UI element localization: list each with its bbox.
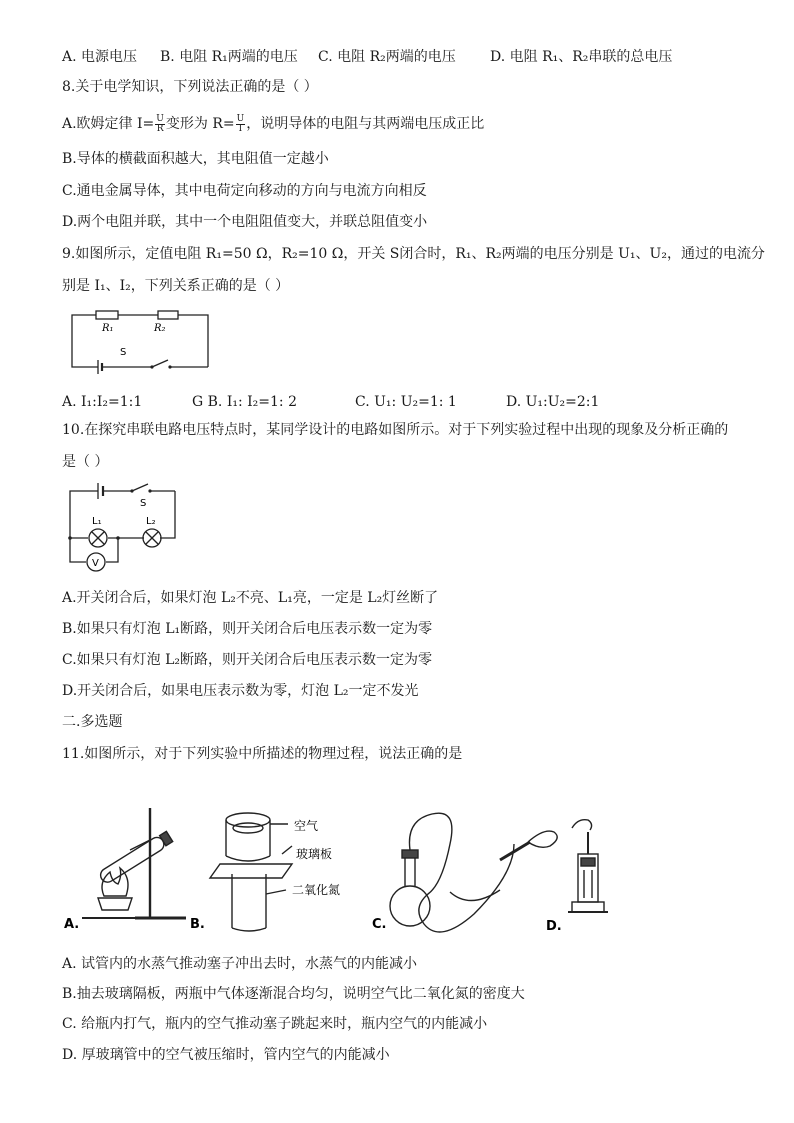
fig-label-c: C. bbox=[372, 917, 387, 932]
q8-option-d: D.两个电阻并联，其中一个电阻阻值变大，并联总阻值变小 bbox=[62, 214, 428, 230]
fig-label-a: A. bbox=[64, 917, 80, 932]
q11-option-a: A. 试管内的水蒸气推动塞子冲出去时，水蒸气的内能减小 bbox=[62, 956, 418, 972]
q11-option-d: D. 厚玻璃管中的空气被压缩时，管内空气的内能减小 bbox=[62, 1047, 390, 1063]
section-heading: 二.多选题 bbox=[62, 714, 123, 730]
q9-circuit-diagram bbox=[60, 305, 220, 385]
q11-experiment-figures bbox=[60, 798, 620, 940]
fig-b-glass-label: 玻璃板 bbox=[296, 847, 333, 861]
l1-label: L₁ bbox=[92, 516, 102, 527]
fig-c-flask-pump bbox=[390, 813, 557, 932]
q10-option-b: B.如果只有灯泡 L₁断路，则开关闭合后电压表示数一定为零 bbox=[62, 621, 433, 637]
resistor-r2 bbox=[158, 311, 178, 319]
r1-label: R₁ bbox=[102, 323, 114, 334]
switch-label: S bbox=[120, 347, 127, 358]
q7-option-b: B. 电阻 R₁两端的电压 bbox=[160, 49, 298, 65]
q7-option-c: C. 电阻 R₂两端的电压 bbox=[318, 49, 456, 65]
fig-a-test-tube-apparatus bbox=[82, 808, 186, 918]
q10-option-a: A.开关闭合后，如果灯泡 L₂不亮、L₁亮，一定是 L₂灯丝断了 bbox=[62, 590, 439, 606]
ohm-fraction-1: $\frac{U}{R}$ bbox=[156, 113, 164, 134]
q8-a-post: ，说明导体的电阻与其两端电压成正比 bbox=[246, 116, 485, 132]
q9-option-d: D. U₁:U₂=2:1 bbox=[506, 394, 600, 410]
q8-stem: 8.关于电学知识，下列说法正确的是（ ） bbox=[62, 79, 318, 95]
q8-a-mid: 变形为 R= bbox=[165, 116, 235, 132]
q10-circuit-diagram bbox=[60, 478, 190, 578]
q9-option-c: C. U₁: U₂=1: 1 bbox=[355, 394, 457, 410]
q10-stem-line1: 10.在探究串联电路电压特点时，某同学设计的电路如图所示。对于下列实验过程中出现的现象及分析正确的 bbox=[62, 422, 729, 438]
resistor-r1 bbox=[96, 311, 118, 319]
q11-option-c: C. 给瓶内打气，瓶内的空气推动塞子跳起来时，瓶内空气的内能减小 bbox=[62, 1016, 488, 1032]
q10-switch-label: S bbox=[140, 498, 147, 509]
q8-option-c: C.通电金属导体，其中电荷定向移动的方向与电流方向相反 bbox=[62, 183, 427, 199]
fig-b-air-label: 空气 bbox=[294, 819, 319, 833]
ohm-fraction-2: $\frac{U}{I}$ bbox=[236, 113, 245, 134]
fig-label-b: B. bbox=[190, 917, 205, 932]
q9-option-b: G B. I₁: I₂=1: 2 bbox=[192, 394, 297, 410]
q10-option-c: C.如果只有灯泡 L₂断路，则开关闭合后电压表示数一定为零 bbox=[62, 652, 433, 668]
q9-stem-line2: 别是 I₁、I₂，下列关系正确的是（ ） bbox=[62, 278, 290, 294]
q8-option-b: B.导体的横截面积越大，其电阻值一定越小 bbox=[62, 151, 329, 167]
q10-option-d: D.开关闭合后，如果电压表示数为零，灯泡 L₂一定不发光 bbox=[62, 683, 419, 699]
q7-option-d: D. 电阻 R₁、R₂串联的总电压 bbox=[490, 49, 673, 65]
fig-d-compression-tube bbox=[568, 820, 608, 912]
q9-stem-line1: 9.如图所示，定值电阻 R₁=50 Ω，R₂=10 Ω，开关 S闭合时，R₁、R₂两端的电压分别是 U₁、U₂，通过的电流分 bbox=[62, 246, 765, 262]
fig-b-gas-diffusion bbox=[210, 813, 292, 931]
fig-label-d: D. bbox=[546, 919, 562, 934]
q8-a-pre: A.欧姆定律 I= bbox=[62, 116, 155, 132]
q7-option-a: A. 电源电压 bbox=[62, 49, 138, 65]
l2-label: L₂ bbox=[146, 516, 156, 527]
q11-stem: 11.如图所示，对于下列实验中所描述的物理过程，说法正确的是 bbox=[62, 746, 463, 762]
q11-option-b: B.抽去玻璃隔板，两瓶中气体逐渐混合均匀，说明空气比二氧化氮的密度大 bbox=[62, 986, 525, 1002]
q10-stem-line2: 是（ ） bbox=[62, 454, 109, 470]
fig-b-no2-label: 二氧化氮 bbox=[292, 883, 341, 897]
voltmeter-label: V bbox=[92, 558, 99, 569]
q9-option-a: A. I₁:I₂=1:1 bbox=[62, 394, 143, 410]
q8-option-a bbox=[62, 114, 484, 134]
r2-label: R₂ bbox=[154, 323, 166, 334]
